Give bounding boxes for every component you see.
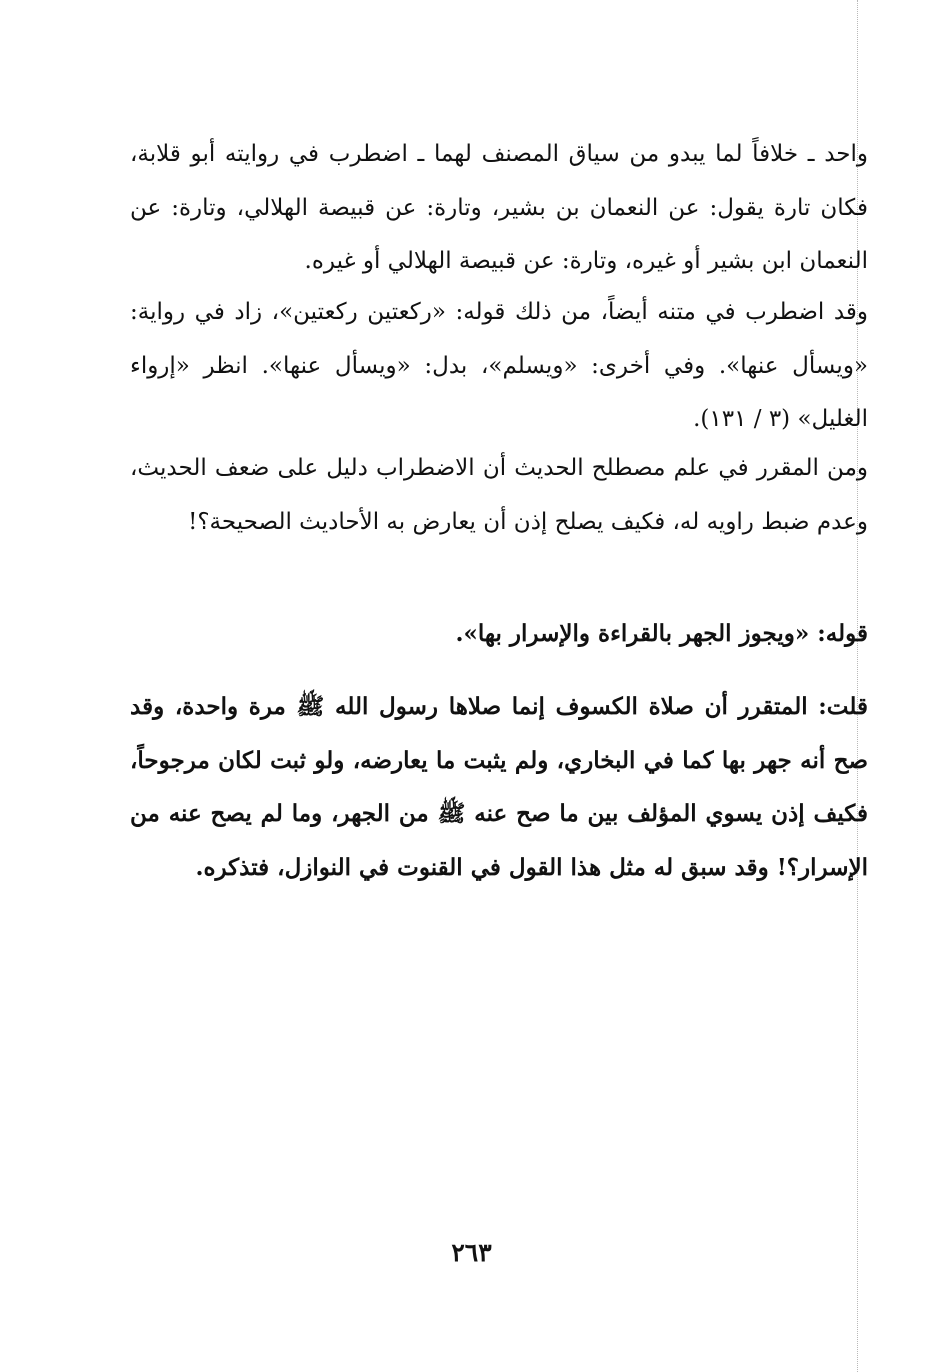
quoted-statement-heading: قوله: «ويجوز الجهر بالقراءة والإسرار بها».	[455, 620, 868, 647]
paragraph-conclusion: ومن المقرر في علم مصطلح الحديث أن الاضطراب دليل على ضعف الحديث، وعدم ضبط راويه له، فكيف يصلح إذن أن يعارض به الأحاديث الصحيحة؟!	[130, 455, 868, 535]
paragraph-matn-discussion: وقد اضطرب في متنه أيضاً، من ذلك قوله: «ركعتين ركعتين»، زاد في رواية: «ويسأل عنها». وفي أخرى: «ويسلم»، بدل: «ويسأل عنها». انظر «إرواء الغليل» (٣ / ١٣١).	[130, 299, 868, 432]
paragraph-isnad-discussion: واحد ـ خلافاً لما يبدو من سياق المصنف لهما ـ اضطرب في روايته أبو قلابة، فكان تارة يقول: عن النعمان بن بشير، وتارة: عن قبيصة الهلالي، وتارة: عن النعمان ابن بشير أو غيره، وتارة: عن قبيصة الهلالي أو غيره.	[130, 141, 868, 274]
page-number: ٢٦٣	[451, 1238, 492, 1267]
paragraph-commentary: قلت: المتقرر أن صلاة الكسوف إنما صلاها رسول الله ﷺ مرة واحدة، وقد صح أنه جهر بها كما في البخاري، ولم يثبت ما يعارضه، ولو ثبت لكان مرجوحاً، فكيف إذن يسوي المؤلف بين ما صح عنه ﷺ من الجهر، وما لم يصح عنه من الإسرار؟! وقد سبق له مثل هذا القول في القنوت في النوازل، فتذكره.	[130, 693, 868, 881]
